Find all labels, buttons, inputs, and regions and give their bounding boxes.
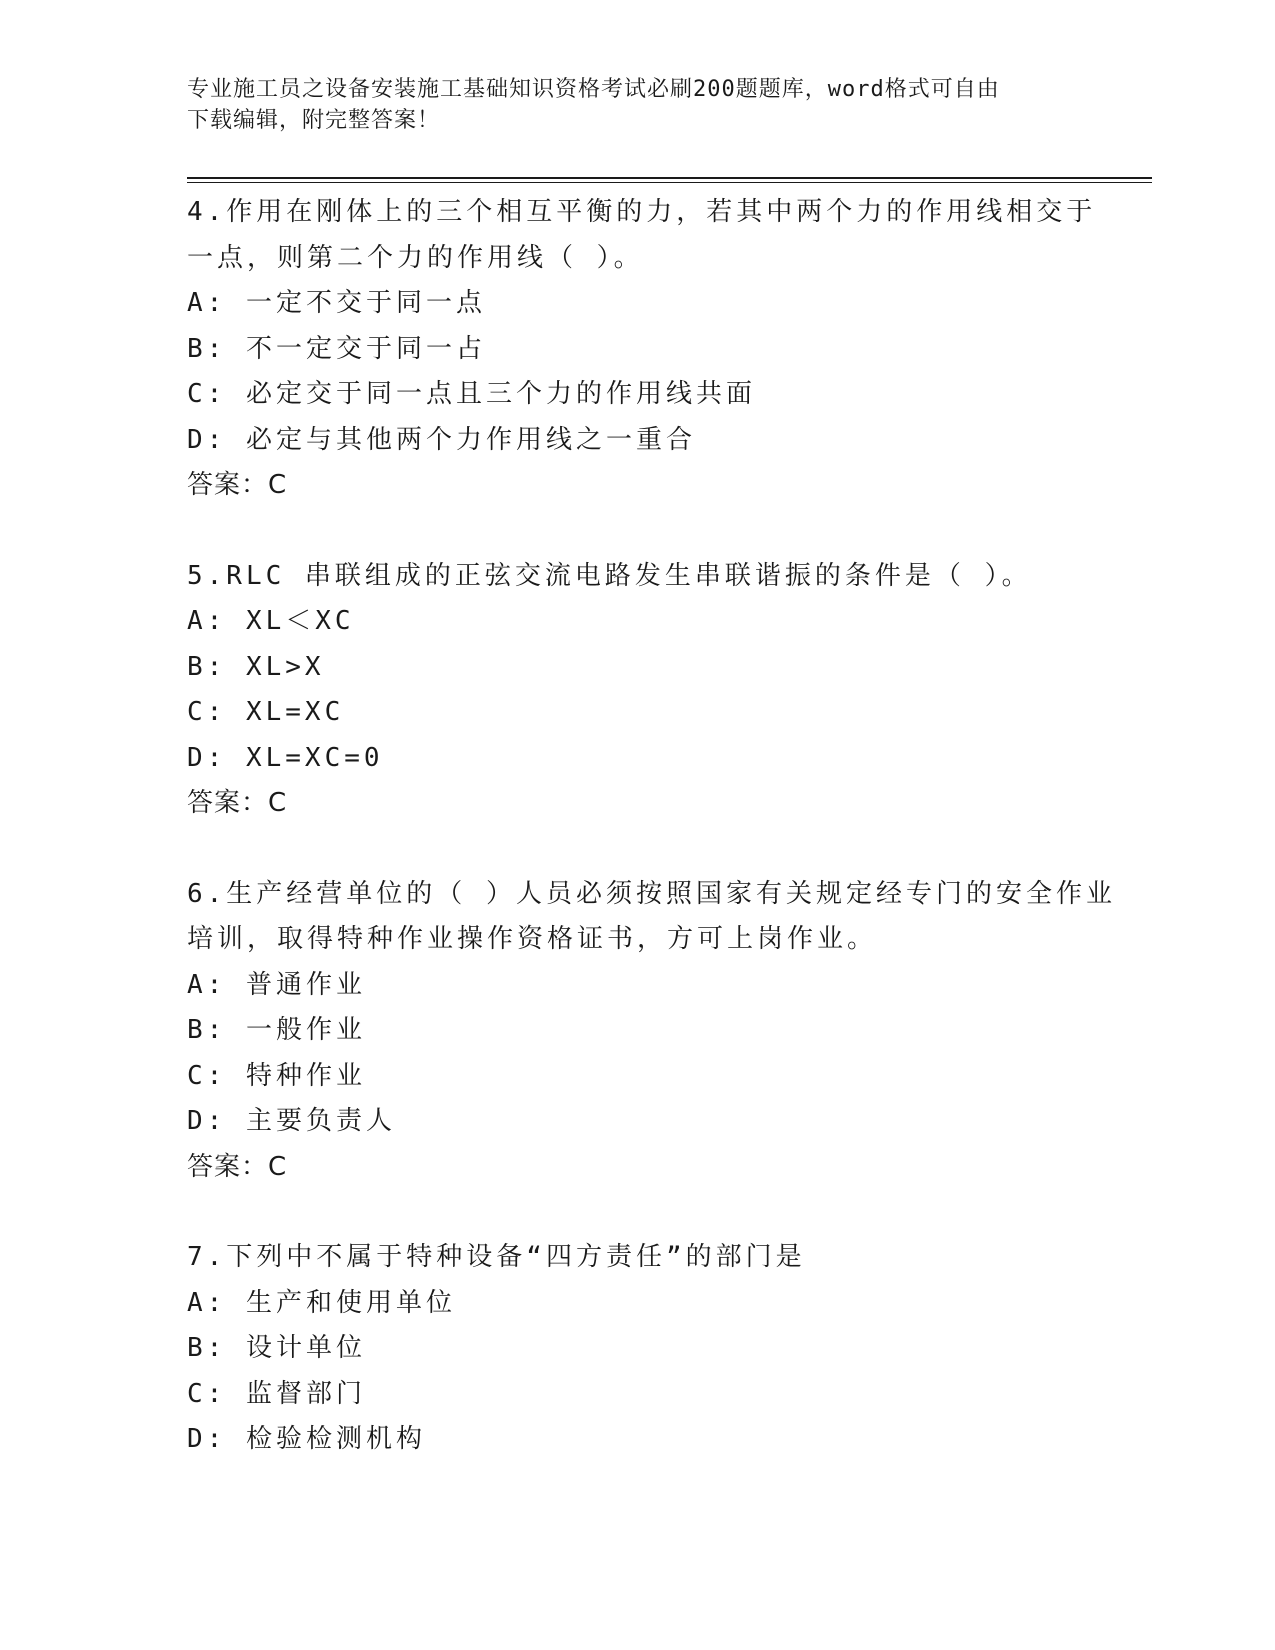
header-line-2: 下载编辑，附完整答案！ — [187, 108, 441, 133]
option-b: B: XL>X — [187, 651, 325, 682]
answer: 答案：C — [187, 1151, 288, 1182]
option-b: B: 设计单位 — [187, 1333, 366, 1363]
option-c: C: 监督部门 — [187, 1378, 366, 1409]
question-6 — [187, 872, 1116, 1191]
question-stem-line: 6.生产经营单位的（ ）人员必须按照国家有关规定经专门的安全作业 — [187, 878, 1116, 909]
option-c: C: 必定交于同一点且三个力的作用线共面 — [187, 379, 756, 409]
question-list — [187, 190, 1116, 1508]
question-7 — [187, 1235, 1087, 1463]
answer: 答案：C — [187, 788, 288, 818]
option-a: A: XL＜XC — [187, 606, 355, 636]
option-d: D: XL=XC=0 — [187, 742, 384, 773]
option-a: A: 一定不交于同一点 — [187, 288, 486, 318]
option-d: D: 检验检测机构 — [187, 1424, 426, 1454]
option-d: D: 主要负责人 — [187, 1106, 396, 1136]
question-stem-line: 一点，则第二个力的作用线（ ）。 — [187, 242, 644, 273]
option-b: B: 不一定交于同一占 — [187, 333, 486, 364]
question-5 — [187, 554, 1087, 827]
question-stem-line: 4.作用在刚体上的三个相互平衡的力，若其中两个力的作用线相交于 — [187, 197, 1097, 227]
question-4 — [187, 190, 1097, 509]
option-b: B: 一般作业 — [187, 1015, 366, 1045]
header-divider-thin — [187, 182, 1152, 183]
header-divider-thick — [187, 177, 1152, 179]
option-a: A: 生产和使用单位 — [187, 1287, 456, 1318]
question-stem-line: 7.下列中不属于特种设备“四方责任”的部门是 — [187, 1242, 806, 1272]
option-d: D: 必定与其他两个力作用线之一重合 — [187, 424, 696, 455]
option-c: C: 特种作业 — [187, 1060, 366, 1091]
document-header — [187, 74, 1067, 136]
question-stem-line: 培训，取得特种作业操作资格证书，方可上岗作业。 — [187, 924, 878, 954]
question-stem-line: 5.RLC 串联组成的正弦交流电路发生串联谐振的条件是（ ）。 — [187, 560, 1032, 591]
option-c: C: XL=XC — [187, 697, 345, 727]
option-a: A: 普通作业 — [187, 969, 366, 1000]
answer: 答案：C — [187, 470, 288, 500]
header-line-1: 专业施工员之设备安装施工基础知识资格考试必刷200题题库，word格式可自由 — [187, 77, 1000, 102]
